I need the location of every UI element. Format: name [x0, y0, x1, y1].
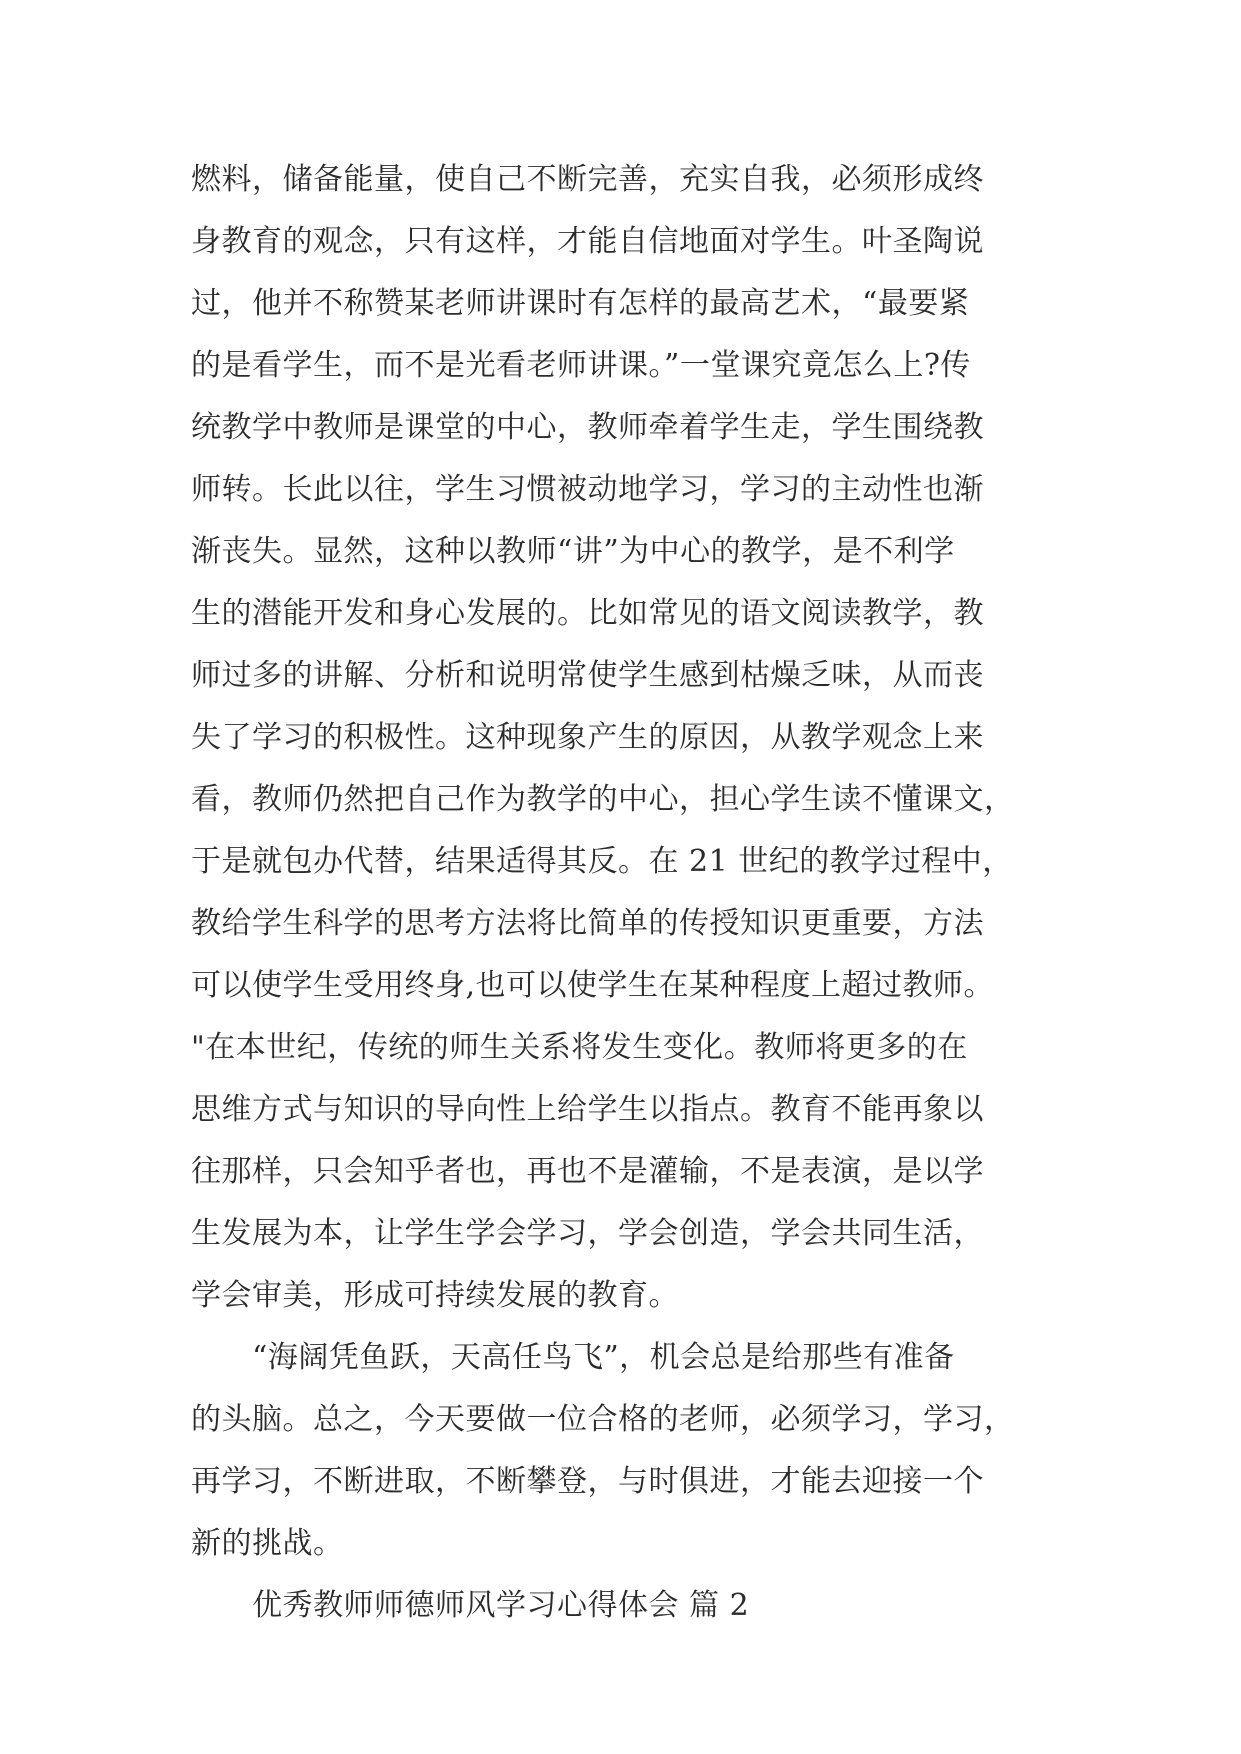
paragraph-line: 新的挑战。	[191, 1526, 344, 1561]
paragraph-line: 的头脑。总之，今天要做一位合格的老师，必须学习，学习，	[191, 1402, 1015, 1437]
paragraph-line: 生的潜能开发和身心发展的。比如常见的语文阅读教学，教	[191, 596, 984, 631]
paragraph-line: 看，教师仍然把自己作为教学的中心，担心学生读不懂课文，	[191, 782, 1015, 817]
paragraph-line: 渐丧失。显然，这种以教师“讲”为中心的教学，是不利学	[191, 534, 955, 569]
paragraph-line: 过，他并不称赞某老师讲课时有怎样的最高艺术，“最要紧	[191, 286, 970, 321]
section-heading: 优秀教师师德师风学习心得体会 篇 2	[252, 1588, 750, 1623]
paragraph-line: 生发展为本，让学生学会学习，学会创造，学会共同生活，	[191, 1216, 984, 1251]
paragraph-line: 可以使学生受用终身,也可以使学生在某种程度上超过教师。	[191, 968, 995, 1003]
paragraph-line: 教给学生科学的思考方法将比简单的传授知识更重要，方法	[191, 906, 984, 941]
paragraph-line: "在本世纪，传统的师生关系将发生变化。教师将更多的在	[191, 1030, 968, 1065]
paragraph-line: 失了学习的积极性。这种现象产生的原因，从教学观念上来	[191, 720, 984, 755]
paragraph-line: 于是就包办代替，结果适得其反。在 21 世纪的教学过程中，	[191, 844, 1013, 879]
paragraph-line: 的是看学生，而不是光看老师讲课。”一堂课究竟怎么上?传	[191, 348, 971, 383]
paragraph-line: 再学习，不断进取，不断攀登，与时俱进，才能去迎接一个	[191, 1464, 984, 1499]
paragraph-line: 往那样，只会知乎者也，再也不是灌输，不是表演，是以学	[191, 1154, 984, 1189]
paragraph-line: 燃料，储备能量，使自己不断完善，充实自我，必须形成终	[191, 162, 984, 197]
paragraph-line: 学会审美，形成可持续发展的教育。	[191, 1278, 679, 1313]
paragraph-line: 师转。长此以往，学生习惯被动地学习，学习的主动性也渐	[191, 472, 984, 507]
paragraph-line: “海阔凭鱼跃，天高任鸟飞”，机会总是给那些有准备	[252, 1340, 955, 1375]
paragraph-line: 师过多的讲解、分析和说明常使学生感到枯燥乏味，从而丧	[191, 658, 984, 693]
paragraph-line: 身教育的观念，只有这样，才能自信地面对学生。叶圣陶说	[191, 224, 984, 259]
paragraph-line: 统教学中教师是课堂的中心，教师牵着学生走，学生围绕教	[191, 410, 984, 445]
paragraph-line: 思维方式与知识的导向性上给学生以指点。教育不能再象以	[191, 1092, 984, 1127]
